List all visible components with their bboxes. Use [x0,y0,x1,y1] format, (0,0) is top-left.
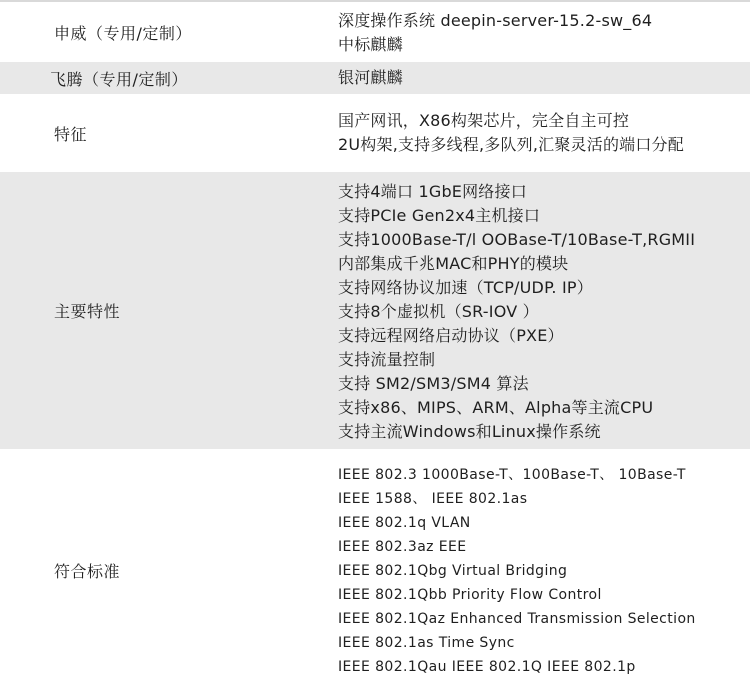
value-line: 国产网讯，X86构架芯片，完全自主可控 [338,111,630,130]
value-line: IEEE 802.3az EEE [338,538,467,555]
value-line: 支持4端口 1GbE网络接口 [338,181,527,201]
row-label: 特征 [54,124,88,144]
value-line: 支持1000Base-T/l OOBase-T/10Base-T,RGMII [338,229,696,249]
value-line: 银河麒麟 [338,68,403,87]
row-value [338,2,750,62]
value-line: IEEE 802.1Qbg Virtual Bridging [338,562,568,579]
row-label: 申威（专用/定制） [54,23,192,43]
value-line: 支持网络协议加速（TCP/UDP. IP） [338,277,593,297]
value-line: 深度操作系统 deepin-server-15.2-sw_64 [338,11,653,30]
value-line: 支持 SM2/SM3/SM4 算法 [338,373,529,393]
value-line: IEEE 802.1q VLAN [338,514,471,531]
value-line: IEEE 802.1Qau IEEE 802.1Q IEEE 802.1p [338,658,636,675]
value-line: 中标麒麟 [338,35,403,54]
value-line: 内部集成千兆MAC和PHY的模块 [338,253,569,273]
row-value [338,62,750,94]
value-line: 支持主流Windows和Linux操作系统 [338,421,601,441]
value-line: IEEE 1588、 IEEE 802.1as [338,490,528,507]
spec-row-shenwei [0,2,750,62]
value-line: 支持流量控制 [338,349,436,369]
value-line: 2U构架,支持多线程,多队列,汇聚灵活的端口分配 [338,135,684,154]
row-label: 符合标准 [54,562,121,581]
row-label: 飞腾（专用/定制） [50,69,188,89]
value-line: IEEE 802.1as Time Sync [338,634,515,651]
value-line: 支持PCIe Gen2x4主机接口 [338,205,541,225]
value-line: IEEE 802.1Qaz Enhanced Transmission Selection [338,610,696,627]
spec-row-main-features [0,172,750,449]
spec-row-features [0,94,750,172]
row-value [338,449,750,692]
row-value [338,94,750,172]
value-line: 支持8个虚拟机（SR-IOV ） [338,301,539,321]
spec-row-feiteng [0,62,750,94]
row-label: 主要特性 [54,302,121,321]
value-line: IEEE 802.1Qbb Priority Flow Control [338,586,602,603]
value-line: 支持x86、MIPS、ARM、Alpha等主流CPU [338,397,654,417]
row-value [338,172,750,449]
spec-row-standards [0,449,750,692]
value-line: 支持远程网络启动协议（PXE） [338,325,564,345]
value-line: IEEE 802.3 1000Base-T、100Base-T、 10Base-T [338,466,686,483]
